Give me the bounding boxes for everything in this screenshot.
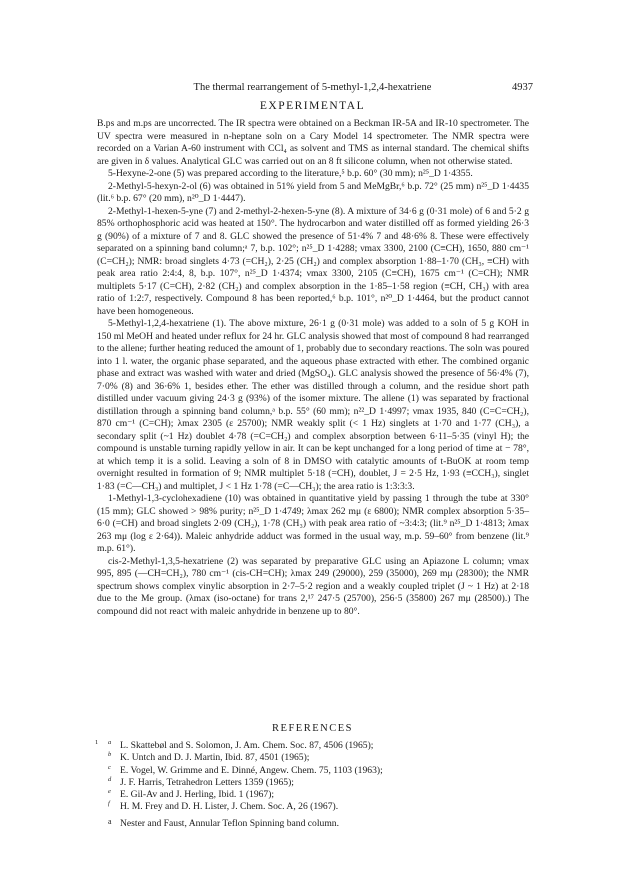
reference-mark: c bbox=[108, 763, 111, 771]
section-heading: EXPERIMENTAL bbox=[259, 100, 366, 112]
reference-item bbox=[104, 777, 524, 789]
paragraph-general: B.ps and m.ps are uncorrected. The IR spectra were obtained on a Beckman IR-5A and IR-10 spectrometer. The UV spectra were measured in n-heptane soln on a Cary Model 14 spectrometer. The NMR spectra were recorded on a Varian A-60 instrument with CCl₄ as solvent and TMS as internal standard. The chemical shifts are given in δ values. Analytical GLC was carried out on an 8 ft silicone column, when not otherwise stated. bbox=[97, 118, 529, 167]
paragraph-cyclohexadiene: 1-Methyl-1,3-cyclohexadiene (10) was obtained in quantitative yield by passing 1 through the tube at 330° (15 mm); GLC showed > 98% purity; n²⁵_D 1·4749; λmax 262 mμ (ε 6800); NMR complex absorption 5·35–6·0 (=CH) and broad singlets 2·09 (CH₂), 1·78 (CH₃) with peak area ratio of ~3:4:3; (lit.⁹ n²⁵_D 1·4813; λmax 263 mμ (log ε 2·64)). Maleic anhydride adduct was formed in the usual way, m.p. 59–60° from benzene (lit.⁹ m.p. 61°). bbox=[97, 493, 529, 554]
paragraph-hexynone: 5-Hexyne-2-one (5) was prepared according to the literature,⁵ b.p. 60° (30 mm); n²⁵_D 1·4355. bbox=[108, 168, 473, 179]
reference-item bbox=[104, 801, 524, 813]
reference-item bbox=[104, 765, 524, 777]
reference-item bbox=[104, 752, 524, 764]
reference-text: E. Vogel, W. Grimme and E. Dinné, Angew. Chem. 75, 1103 (1963); bbox=[120, 764, 383, 776]
reference-text: H. M. Frey and D. H. Lister, J. Chem. Soc. A, 26 (1967). bbox=[120, 801, 339, 813]
paragraph-hexynol: 2-Methyl-5-hexyn-2-ol (6) was obtained in 51% yield from 5 and MeMgBr,⁶ b.p. 72° (25 mm) n²⁵_D 1·4435 (lit.⁶ b.p. 67° (20 mm), n²⁰_D 1·4447). bbox=[97, 180, 529, 204]
running-head bbox=[0, 82, 625, 98]
experimental-body bbox=[97, 118, 529, 618]
reference-text: J. F. Harris, Tetrahedron Letters 1359 (1965); bbox=[120, 776, 294, 788]
reference-text: L. Skattebøl and S. Solomon, J. Am. Chem. Soc. 87, 4506 (1965); bbox=[120, 740, 374, 751]
page-number: 4937 bbox=[512, 82, 533, 93]
running-title: The thermal rearrangement of 5-methyl-1,2,4-hexatriene bbox=[193, 82, 432, 93]
references-heading: REFERENCES bbox=[272, 723, 353, 734]
paragraph-cis-hexatriene: cis-2-Methyl-1,3,5-hexatriene (2) was separated by preparative GLC using an Apiazone L column; νmax 995, 895 (—CH=CH₂), 780 cm⁻¹ (cis-CH=CH); λmax 249 (29000), 259 (35000), 269 mμ (28300); the NMR spectrum shows complex vinylic absorption in 2·7–5·2 region and a weakly coupled triplet (J ~ 1 Hz) at 2·18 due to the Me group. (λmax (iso-octane) for trans 2,¹⁷ 247·5 (25700), 256·5 (35800) 267 mμ (28500).) The compound did not react with maleic anhydride in benzene up to 80°. bbox=[97, 555, 529, 617]
footnote bbox=[104, 818, 540, 829]
reference-text: K. Untch and D. J. Martin, Ibid. 87, 4501 (1965); bbox=[120, 752, 310, 764]
footnote-mark: a bbox=[108, 817, 112, 826]
reference-text: E. Gil-Av and J. Herling, Ibid. 1 (1967); bbox=[120, 789, 275, 801]
footnote-text: Nester and Faust, Annular Teflon Spinning band column. bbox=[120, 818, 339, 829]
paragraph-hexenynes: 2-Methyl-1-hexen-5-yne (7) and 2-methyl-2-hexen-5-yne (8). A mixture of 34·6 g (0·31 mole) of 6 and 5·2 g 85% orthophosphoric acid was heated at 150°. The hydrocarbon and water distilled off as formed yielding 26·3 g (90%) of a mixture of 7 and 8. GLC showed the presence of 51·4% 7 and 48·6% 8. These were effectively separated on a spinning band column;ᵃ 7, b.p. 102°; n²⁵_D 1·4288; νmax 3300, 2100 (C≡CH), 1650, 880 cm⁻¹ (C=CH₂); NMR: broad singlets 4·73 (=CH₂), 2·25 (CH₂) and complex absorption 1·88–1·70 (CH₃, ≡CH) with peak area ratio 2:4:4, 8, b.p. 107°, n²⁵_D 1·4374; νmax 3300, 2105 (C≡CH), 1675 cm⁻¹ (C=CH); NMR multiplets 5·17 (C=CH), 2·82 (CH₂) and complex absorption in the 1·85–1·58 region (≡CH, CH₃) with area ratio of 1:2:7, respectively. Compound 8 has been reported,⁶ b.p. 101°, n²⁰_D 1·4464, but the product cannot have been homogeneous. bbox=[97, 205, 529, 317]
reference-list bbox=[95, 739, 524, 814]
paragraph-hexatriene: 5-Methyl-1,2,4-hexatriene (1). The above mixture, 26·1 g (0·31 mole) was added to a soln of 5 g KOH in 150 ml MeOH and heated under reflux for 24 hr. GLC analysis showed that most of compound 8 had rearranged to the allene; further heating reduced the amount of 1, probably due to secondary reactions. The soln was poured into 1 l. water, the organic phase separated, and the aqueous phase extracted with ether. The combined organic phase and extract was washed with water and dried (MgSO₄). GLC analysis showed the presence of 56·4% (7), 7·0% (8) and 36·6% 1, besides ether. The ether was distilled through a column, and the residue short path distilled under vacuum giving 24·3 g (93%) of the isomer mixture. The allene (1) was separated by fractional distillation through a spinning band column,ᵃ b.p. 55° (60 mm); n²²_D 1·4997; νmax 1935, 840 (C=C=CH₂), 870 cm⁻¹ (C=CH); λmax 2305 (ε 25700); NMR weakly split (< 1 Hz) singlets at 1·70 and 1·77 (CH₃), a secondary split (~1 Hz) doublet 4·78 (=C=CH₂) and complex absorption between 6·11–5·35 (vinyl H); the compound is unstable turning rapidly yellow in air. It can be kept unchanged for a long period of time at − 78°, at which temp it is a solid. Leaving a soln of 8 in DMSO with catalytic amounts of t-BuOK at room temp overnight resulted in formation of 9; NMR multiplet 5·18 (=CH), doublet, J = 2·5 Hz, 1·93 (≡CCH₃), singlet 1·83 (=C—CH₃) and multiplet, J < 1 Hz 1·78 (=C—CH₃); the area ratio is 1:3:3:3. bbox=[97, 318, 529, 492]
reference-item bbox=[104, 789, 524, 801]
reference-mark: d bbox=[108, 775, 112, 783]
reference-item bbox=[95, 739, 524, 752]
reference-mark: f bbox=[108, 800, 110, 808]
reference-mark: b bbox=[108, 751, 112, 759]
reference-number: 1 bbox=[95, 739, 99, 746]
reference-mark: e bbox=[108, 788, 111, 796]
reference-mark: a bbox=[108, 739, 112, 746]
